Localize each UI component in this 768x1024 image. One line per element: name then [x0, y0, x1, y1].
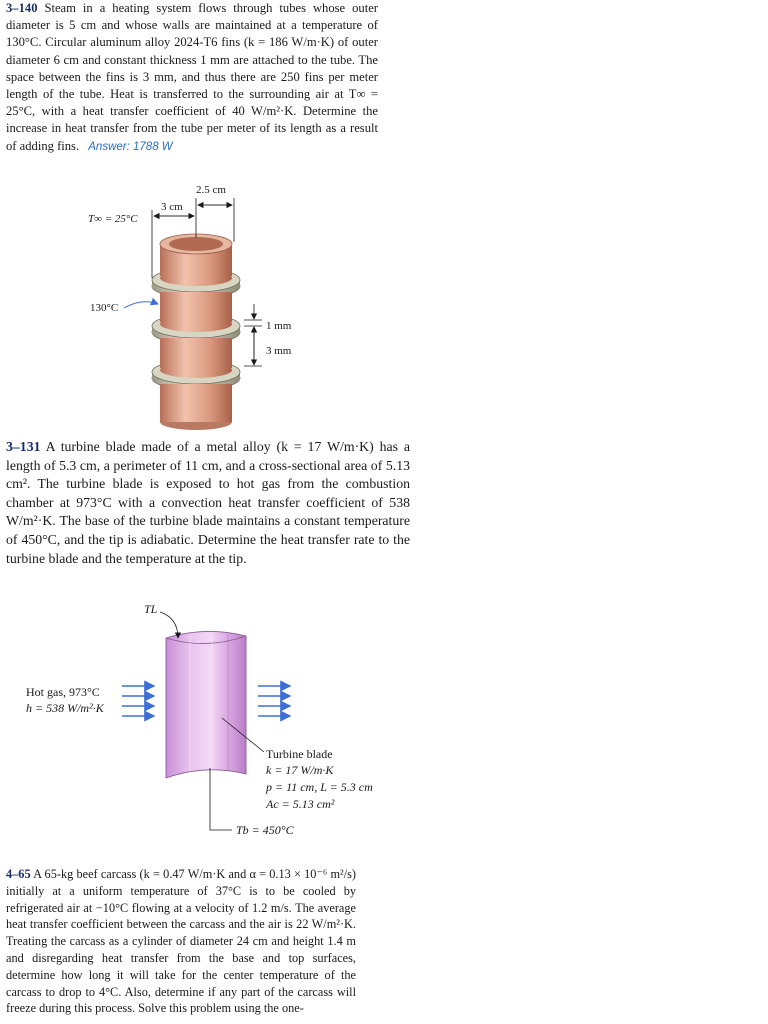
- tube-inner-bore: [169, 237, 223, 251]
- label-3cm: 3 cm: [161, 201, 183, 213]
- label-base-temp: Tb = 450°C: [236, 823, 294, 837]
- turbine-blade-figure: [0, 598, 420, 848]
- answer-text: Answer: 1788 W: [88, 140, 173, 153]
- label-tl: TL: [144, 602, 158, 616]
- label-blade-k: k = 17 W/m·K: [266, 763, 334, 777]
- problem-number: 3–140: [6, 1, 38, 15]
- label-t-inf: T∞ = 25°C: [88, 213, 138, 225]
- turbine-blade: [166, 631, 246, 778]
- problem-4-65: [6, 866, 356, 1017]
- hot-gas-arrows-left: [122, 686, 154, 716]
- label-1mm: 1 mm: [266, 320, 292, 332]
- finned-tube-figure: [0, 180, 420, 430]
- label-h-value: h = 538 W/m²·K: [26, 701, 104, 715]
- label-130c: 130°C: [90, 302, 119, 314]
- problem-text: Steam in a heating system flows through tubes whose outer diameter is 5 cm and whose walls are maintained at a temperature of 130°C. Circular aluminum alloy 2024-T6 fins (k = 186 W/m·K) of outer diameter 6 cm and constant thickness 1 mm are attached to the tube. The space between the fins is 3 mm, and thus there are 250 fins per meter length of the tube. Heat is transferred to the surrounding air at T∞ = 25°C, with a heat transfer coefficient of 40 W/m²·K. Determine the increase in heat transfer from the tube per meter of its length as a result of adding fins.: [6, 1, 378, 153]
- label-blade-pl: p = 11 cm, L = 5.3 cm: [266, 780, 373, 794]
- problem-text: A turbine blade made of a metal alloy (k = 17 W/m·K) has a length of 5.3 cm, a perimeter of 11 cm, and a cross-sectional area of 5.13 cm². The turbine blade is exposed to hot gas from the combustion chamber at 973°C with a convection heat transfer coefficient of 538 W/m²·K. The base of the turbine blade maintains a constant temperature of 450°C, and the tip is adiabatic. Determine the heat transfer rate to the turbine blade and the temperature at the tip.: [6, 439, 410, 566]
- label-turbine-blade: Turbine blade: [266, 747, 333, 761]
- problem-text: A 65-kg beef carcass (k = 0.47 W/m·K and α = 0.13 × 10⁻⁶ m²/s) initially at a uniform temperature of 37°C is to be cooled by refrigerated air at −10°C flowing at a velocity of 1.2 m/s. The average heat transfer coefficient between the carcass and the air is 22 W/m²·K. Treating the carcass as a cylinder of diameter 24 cm and height 1.4 m and disregarding heat transfer from the base and top surfaces, determine how long it will take for the center temperature of the carcass to drop to 4°C. Also, determine if any part of the carcass will freeze during this process. Solve this problem using the one-: [6, 867, 356, 1016]
- label-2-5cm: 2.5 cm: [196, 184, 226, 196]
- problem-3-140: [6, 0, 378, 156]
- label-hot-gas: Hot gas, 973°C: [26, 685, 100, 699]
- problem-number: 4–65: [6, 867, 31, 881]
- label-blade-ac: Ac = 5.13 cm²: [266, 797, 335, 811]
- problem-3-131: [6, 438, 410, 568]
- hot-gas-arrows-right: [258, 686, 290, 716]
- problem-number: 3–131: [6, 439, 41, 454]
- label-3mm: 3 mm: [266, 345, 292, 357]
